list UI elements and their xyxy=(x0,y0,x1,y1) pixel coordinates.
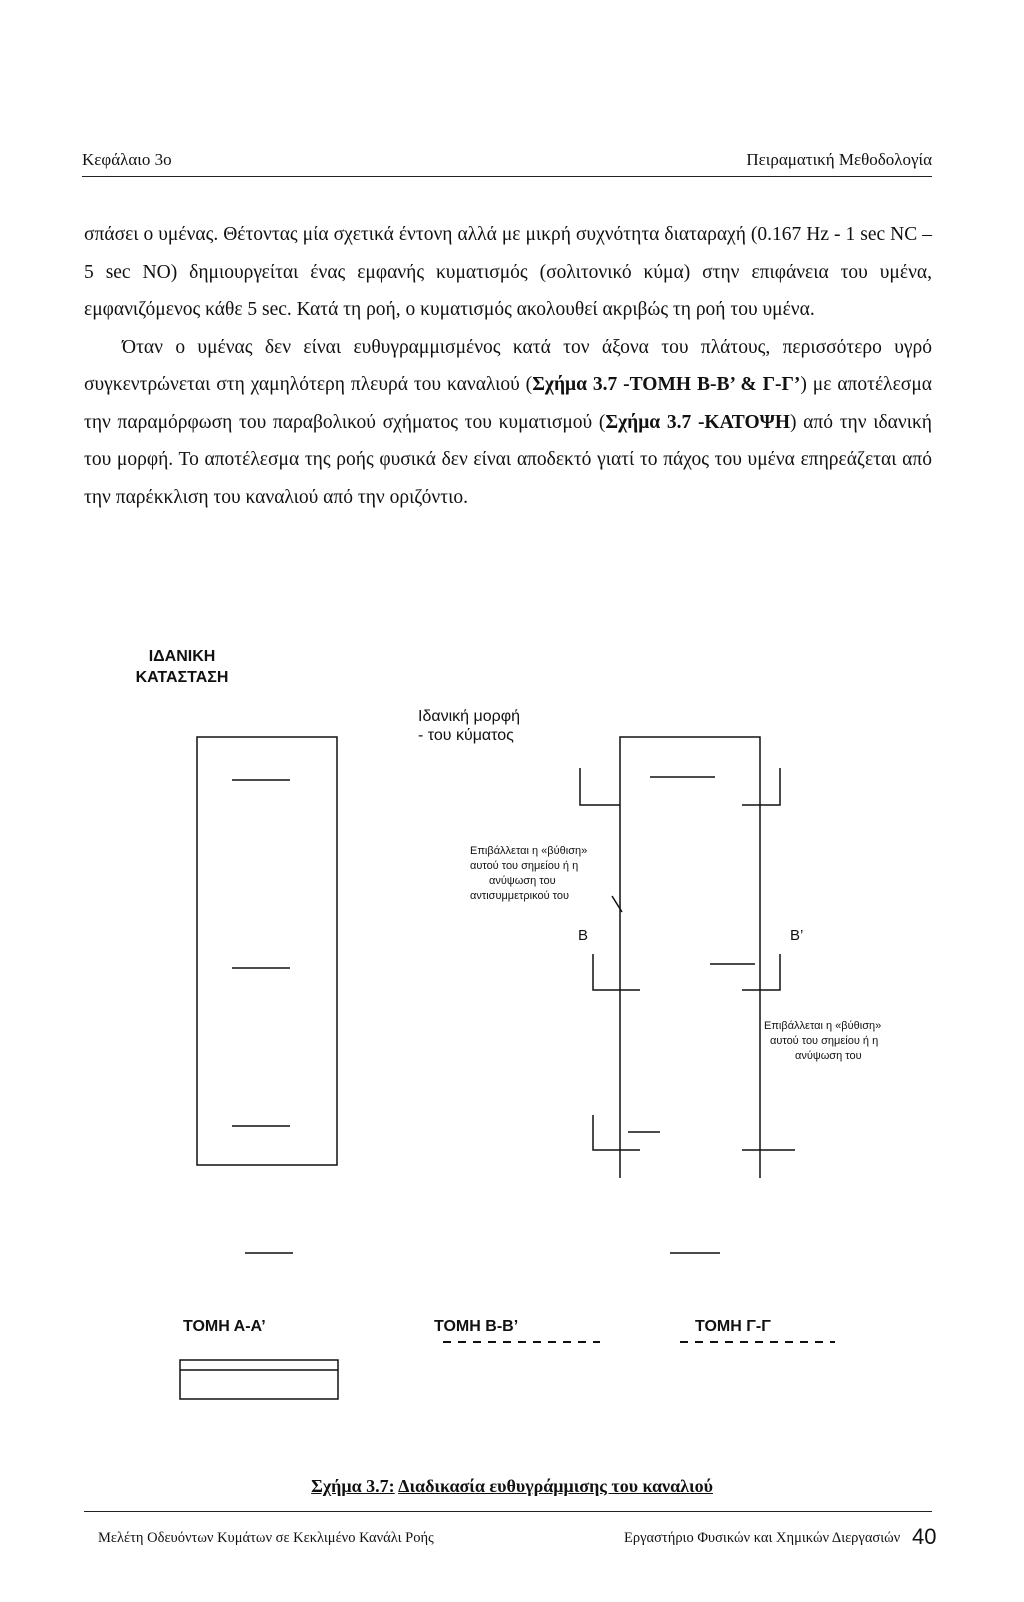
section-label-b-prime: Β’ xyxy=(790,927,804,944)
paragraph-2-part-c: ) από την ιδανική του μορφή. Το αποτέλεσμα της ροής φυσικά δεν είναι αποδεκτό γιατί το πάχος του υμένα επηρεάζεται από την παρέκκλιση του καναλιού από την οριζόντιο. xyxy=(84,411,932,508)
header-section: Πειραματική Μεθοδολογία xyxy=(746,150,932,169)
annotation-note-1: αντισυμμετρικού του xyxy=(470,890,569,902)
section-label-b: Β xyxy=(578,927,589,944)
section-bb-bracket xyxy=(742,768,780,805)
figure-reference-sections: Σχήμα 3.7 -ΤΟΜΗ Β-Β’ & Γ-Γ’ xyxy=(532,374,801,395)
annotation-note-2: Επιβάλλεται η «βύθιση» xyxy=(764,1020,882,1032)
annotation-note-1: ανύψωση του xyxy=(489,875,556,887)
caption-text: Διαδικασία ευθυγράμμισης του καναλιού xyxy=(398,1476,713,1496)
figure-caption xyxy=(0,1476,1024,1497)
paragraph-1: σπάσει ο υμένας. Θέτοντας μία σχετικά έντονη αλλά με μικρή συχνότητα διαταραχή (0.167 Hz - 1 sec NC – 5 sec NO) δημιουργείται ένας εμφανής κυματισμός (σολιτονικό κύμα) στην επιφάνεια του υμένα, εμφανιζόμενος κάθε 5 sec. Κατά τη ροή, ο κυματισμός ακολουθεί ακριβώς τη ροή του υμένα. xyxy=(84,224,932,320)
section-bb-title: ΤΟΜΗ Β-Β’ xyxy=(434,1318,519,1335)
footer-lab: Εργαστήριο Φυσικών και Χημικών Διεργασιών xyxy=(624,1530,901,1546)
ideal-state-title: ΙΔΑΝΙΚΗ xyxy=(148,648,216,665)
ideal-channel-outline xyxy=(197,737,337,1165)
paragraph-2-part-a: Όταν ο υμένας δεν είναι ευθυγραμμισμένος κατά τον άξονα του πλάτους, περισσότερο υγρό συγκεντρώνεται στη χαμηλότερη πλευρά του καναλιού ( xyxy=(84,336,932,395)
footer-title: Μελέτη Οδευόντων Κυμάτων σε Κεκλιμένο Κανάλι Ροής xyxy=(98,1530,434,1546)
header-chapter: Κεφάλαιο 3ο xyxy=(82,150,172,169)
page-number: 40 xyxy=(912,1524,937,1549)
section-gg-title: ΤΟΜΗ Γ-Γ xyxy=(695,1318,771,1335)
annotation-note-2: ανύψωση του xyxy=(795,1050,862,1062)
section-aa-title: ΤΟΜΗ Α-Α’ xyxy=(183,1318,266,1335)
annotation-note-1: αυτού του σημείου ή η xyxy=(470,860,579,872)
figure-reference-plan: Σχήμα 3.7 -ΚΑΤΟΨΗ xyxy=(605,411,790,433)
paragraph-2-part-b: ) με αποτέλεσμα την παραμόρφωση του παραβολικού σχήματος του κυματισμού ( xyxy=(84,374,932,433)
section-bb-bracket xyxy=(580,768,620,805)
section-gg-bracket xyxy=(742,954,780,990)
section-aa-box xyxy=(180,1360,338,1399)
footer-divider xyxy=(84,1511,932,1512)
ideal-shape-label: Ιδανική μορφή xyxy=(418,708,520,725)
section-gg-bracket xyxy=(593,954,640,990)
annotation-note-1: Επιβάλλεται η «βύθιση» xyxy=(470,845,588,857)
caption-label: Σχήμα 3.7: xyxy=(311,1476,395,1496)
ideal-state-title: ΚΑΤΑΣΤΑΣΗ xyxy=(135,669,229,686)
ideal-shape-label: - του κύματος xyxy=(418,727,514,744)
distorted-channel-outline xyxy=(620,737,760,1178)
annotation-note-2: αυτού του σημείου ή η xyxy=(770,1035,879,1047)
